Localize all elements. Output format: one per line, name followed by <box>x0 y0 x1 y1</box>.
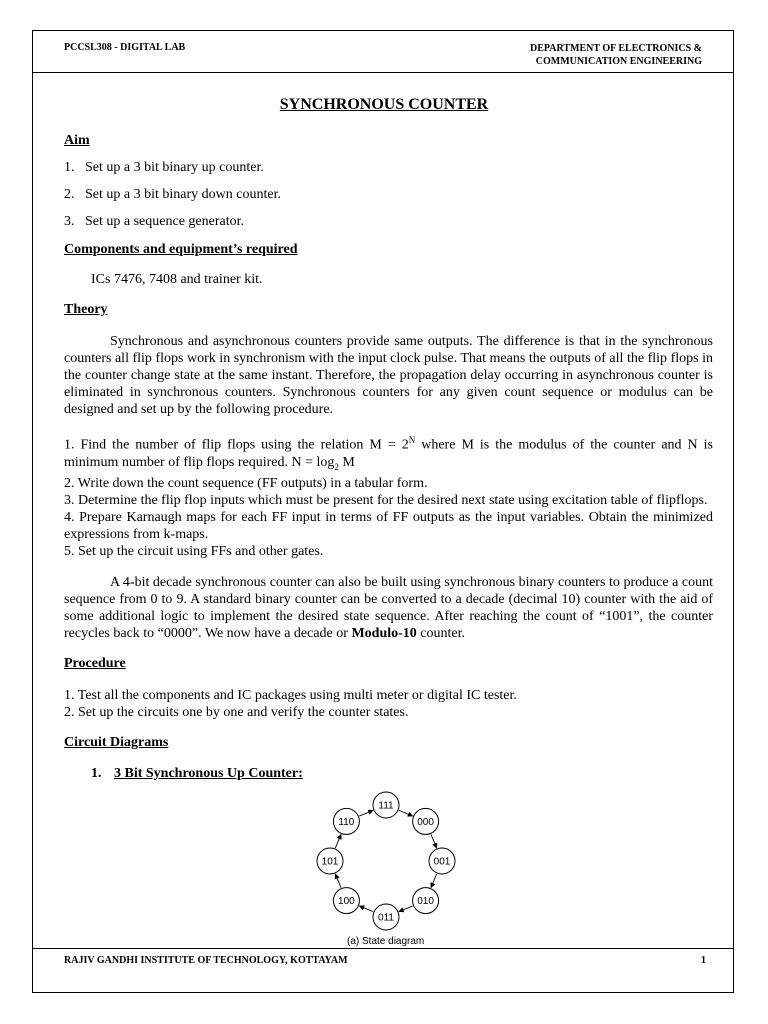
aim-item-3: 3. Set up a sequence generator. <box>64 214 244 229</box>
procedure-step-1: 1. Test all the components and IC packages using multi meter or digital IC tester. <box>64 688 517 703</box>
state-label-101: 101 <box>321 856 339 868</box>
theory-step-1-text-c: M <box>338 454 355 470</box>
state-label-000: 000 <box>417 816 434 828</box>
circuit-diagrams-heading: Circuit Diagrams <box>64 735 169 750</box>
theory-step-3: 3. Determine the flip flop inputs which must be present for the desired next state using excitation table of flipflops. <box>64 493 708 509</box>
state-arrow <box>359 906 373 912</box>
components-text: ICs 7476, 7408 and trainer kit. <box>91 272 263 287</box>
header-rule <box>32 72 734 73</box>
state-label-100: 100 <box>338 896 355 908</box>
state-arrow <box>431 834 437 848</box>
circuit-subheading-number: 1. <box>91 766 102 781</box>
theory-step-2: 2. Write down the count sequence (FF outputs) in a tabular form. <box>64 476 428 492</box>
theory-step-1-text-b: where M is the modulus of the counter and N is minimum number of flip flops required. N = log <box>64 437 713 470</box>
footer-page-number: 1 <box>701 955 706 966</box>
components-heading: Components and equipment’s required <box>64 242 298 257</box>
state-label-001: 001 <box>433 856 451 868</box>
state-arrow <box>431 874 437 888</box>
theory-step-1-superscript: N <box>408 435 416 445</box>
header-department-line2: COMMUNICATION ENGINEERING <box>535 56 702 67</box>
aim-heading: Aim <box>64 133 90 148</box>
state-diagram <box>300 786 470 936</box>
state-nodes <box>317 792 455 930</box>
procedure-step-2: 2. Set up the circuits one by one and verify the counter states. <box>64 705 409 720</box>
footer-institute: RAJIV GANDHI INSTITUTE OF TECHNOLOGY, KOTTAYAM <box>64 955 348 966</box>
theory-step-1-subscript: 2 <box>334 461 339 472</box>
state-diagram-caption: (a) State diagram <box>347 936 425 947</box>
theory-step-1 <box>64 432 713 475</box>
header-department-line1: DEPARTMENT OF ELECTRONICS & <box>530 43 702 54</box>
state-arrow <box>399 810 413 816</box>
procedure-heading: Procedure <box>64 656 126 671</box>
state-arrow <box>359 810 373 816</box>
page-title: SYNCHRONOUS COUNTER <box>279 96 489 113</box>
theory-paragraph-1: Synchronous and asynchronous counters provide same outputs. The difference is that in the synchronous counters all flip flops work in synchronism with the input clock pulse. That means the outputs of all the flip flops in the counter change state at the same instant. Therefore, the propagation delay occurring in asynchronous counter is eliminated in synchronous counters. Synchronous counters for any given count sequence or modulus can be designed and set up by the following procedure. <box>64 334 713 417</box>
header-department <box>530 42 702 68</box>
state-label-111: 111 <box>378 800 394 812</box>
theory-steps <box>64 432 713 560</box>
header-course-code: PCCSL308 - DIGITAL LAB <box>64 42 186 53</box>
theory-paragraph-3-text-b: counter. <box>416 626 465 641</box>
aim-item-2: 2. Set up a 3 bit binary down counter. <box>64 187 281 202</box>
theory-step-5: 5. Set up the circuit using FFs and other gates. <box>64 544 324 560</box>
theory-step-4: 4. Prepare Karnaugh maps for each FF input in terms of FF outputs as the input variables. Obtain the minimized expressions from k-maps. <box>64 510 713 543</box>
state-label-010: 010 <box>417 896 434 908</box>
theory-paragraph-3 <box>64 574 713 642</box>
aim-item-1: 1. Set up a 3 bit binary up counter. <box>64 160 264 175</box>
circuit-subheading-label: 3 Bit Synchronous Up Counter: <box>114 766 303 781</box>
theory-paragraph-3-bold: Modulo-10 <box>351 626 417 641</box>
state-label-110: 110 <box>338 816 355 828</box>
circuit-subheading <box>91 766 303 782</box>
theory-paragraph-3-text-a: A 4-bit decade synchronous counter can also be built using synchronous binary counters to produce a count sequence from 0 to 9. A standard binary counter can be converted to a decade (decimal 10) counter with the aid of some additional logic to implement the desired state sequence. After reaching the count of “1001”, the counter recycles back to “0000”. We now have a decade or <box>64 575 713 641</box>
theory-heading: Theory <box>64 302 108 317</box>
footer-rule <box>32 948 734 949</box>
state-label-011: 011 <box>378 912 394 924</box>
state-arrow <box>335 874 341 888</box>
state-arrow <box>399 906 413 912</box>
theory-step-1-text-a: 1. Find the number of flip flops using the relation M = 2 <box>64 437 409 453</box>
state-arrow <box>335 834 341 848</box>
